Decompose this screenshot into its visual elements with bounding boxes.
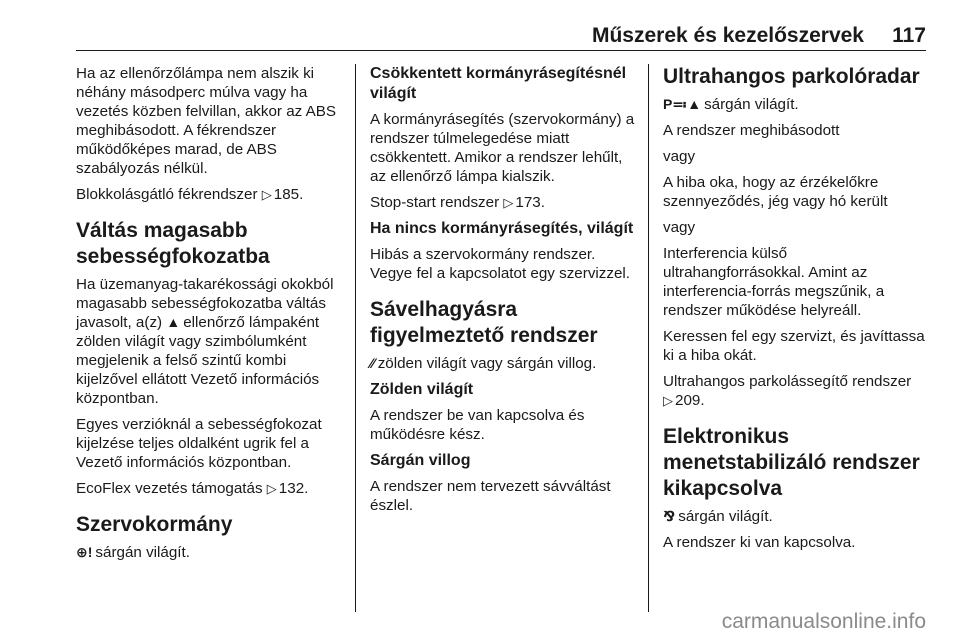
column-3 xyxy=(663,64,933,559)
parking-assist-reference: Ultrahangos parkolássegítő rendszer ▷ 209. xyxy=(663,373,912,409)
gear-display-text: Egyes verzióknál a sebességfokozat kijelzése teljes oldalként ugrik fel a Vezető információs központban. xyxy=(76,416,322,471)
reference-arrow-icon: ▷ xyxy=(266,481,277,496)
or-text-2: vagy xyxy=(663,219,696,236)
stop-start-reference: Stop-start rendszer ▷ 173. xyxy=(370,194,545,211)
parking-assist-icon: P≕▲ xyxy=(663,96,702,112)
abs-reference: Blokkolásgátló fékrendszer ▷ 185. xyxy=(76,186,304,203)
power-steering-text: ⊕! sárgán világít. xyxy=(76,544,190,561)
visit-service-text: Keressen fel egy szervizt, és javíttassa ki a hiba okát. xyxy=(663,328,925,364)
interference-text: Interferencia külső ultrahangforrásokkal. Amint az interferencia-forrás megszűnik, a rendszer működése helyreáll. xyxy=(663,245,885,319)
reference-arrow-icon: ▷ xyxy=(503,195,514,210)
upshift-indicator-icon: ▲ xyxy=(166,314,181,330)
section-title: Műszerek és kezelőszervek xyxy=(591,24,864,47)
power-steering-warning-icon: ⊕! xyxy=(76,544,93,560)
heading-yellow: Sárgán villog xyxy=(370,452,471,469)
no-steering-text: Hibás a szervokormány rendszer. Vegye fel a kapcsolatot egy szervizzel. xyxy=(370,246,631,282)
column-1 xyxy=(76,64,346,569)
stop-start-ref-page: 173. xyxy=(515,194,545,211)
esc-off-status: ⅋ sárgán világít. xyxy=(663,508,773,525)
parking-radar-status: P≕▲ sárgán világít. xyxy=(663,96,799,113)
heading-power-steering: Szervokormány xyxy=(76,513,233,536)
watermark: carmanualsonline.info xyxy=(721,610,926,633)
column-2 xyxy=(370,64,640,522)
reference-arrow-icon: ▷ xyxy=(663,393,673,408)
parking-fault-text: A rendszer meghibásodott xyxy=(663,122,840,139)
heading-no-steering: Ha nincs kormányrásegítés, világít xyxy=(370,220,634,237)
ecoflex-ref-page: 132. xyxy=(278,480,309,497)
sensor-dirty-text: A hiba oka, hogy az érzékelőkre szennyeződés, jég vagy hó került xyxy=(663,174,888,210)
yellow-text: A rendszer nem tervezett sávváltást észlel. xyxy=(370,478,611,514)
parking-ref-page: 209. xyxy=(675,392,705,409)
column-divider-2 xyxy=(648,64,649,612)
reduced-steering-text: A kormányrásegítés (szervokormány) a rendszer túlmelegedése miatt csökkentett. Amikor a rendszer lehűlt, az ellenőrző lámpa kialszik. xyxy=(370,111,635,185)
heading-parking-radar: Ultrahangos parkolóradar xyxy=(663,65,920,88)
or-text-1: vagy xyxy=(663,148,696,165)
esc-off-text: A rendszer ki van kapcsolva. xyxy=(663,534,856,551)
abs-ref-page: 185. xyxy=(273,186,304,203)
reference-arrow-icon: ▷ xyxy=(261,187,272,202)
heading-upshift: Váltás magasabb sebességfokozatba xyxy=(76,219,270,268)
upshift-text: Ha üzemanyag-takarékossági okokból magasabb sebességfokozatba váltás javasolt, a(z) ▲ ellenőrző lámpaként zölden világít vagy szimbólumként megjelenik a felső szintű kombi kijelzővel ellátott Vezető információs központban. xyxy=(76,276,334,407)
abs-warning-text: Ha az ellenőrzőlámpa nem alszik ki néhány másodperc múlva vagy ha vezetés közben felvillan, akkor az ABS meghibásodott. A fékrendszer működőképes marad, de ABS szabályozás nélkül. xyxy=(76,65,337,177)
heading-green: Zölden világít xyxy=(370,381,474,398)
lane-departure-icon: ⁄⁄ xyxy=(370,355,375,371)
heading-reduced-steering: Csökkentett kormányrásegítésnél világít xyxy=(370,65,627,102)
esc-off-icon: ⅋ xyxy=(663,508,676,524)
heading-lane-departure: Sávelhagyásra figyelmeztető rendszer xyxy=(370,298,598,347)
column-divider-1 xyxy=(355,64,356,612)
ecoflex-reference: EcoFlex vezetés támogatás ▷ 132. xyxy=(76,480,309,497)
page-header xyxy=(76,24,926,51)
lane-departure-text: ⁄⁄ zölden világít vagy sárgán villog. xyxy=(370,355,597,372)
page-number: 117 xyxy=(892,24,926,47)
green-text: A rendszer be van kapcsolva és működésre kész. xyxy=(370,407,585,443)
heading-esc-off: Elektronikus menetstabilizáló rendszer kikapcsolva xyxy=(663,425,920,500)
